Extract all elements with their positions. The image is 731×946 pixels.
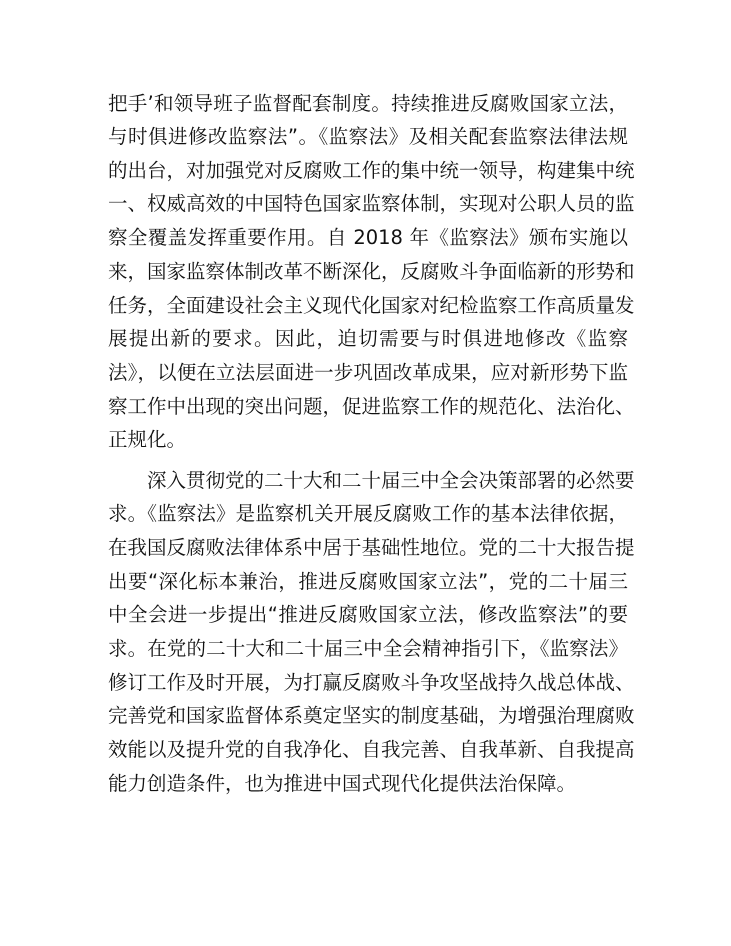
text-line: 任务，全面建设社会主义现代化国家对纪检监察工作高质量发 [108, 294, 635, 317]
text-line: 一、权威高效的中国特色国家监察体制，实现对公职人员的监 [108, 192, 635, 215]
text-line: 察工作中出现的突出问题，促进监察工作的规范化、法治化、 [108, 395, 635, 418]
text-line: 中全会进一步提出“推进反腐败国家立法，修改监察法”的要 [108, 603, 628, 626]
text-line-last: 正规化。 [108, 428, 187, 451]
text-line: 出要“深化标本兼治，推进反腐败国家立法”，党的二十届三 [108, 570, 628, 593]
text-line: 展提出新的要求。因此，迫切需要与时俱进地修改《监察 [108, 327, 628, 350]
text-line: 完善党和国家监督体系奠定坚实的制度基础，为增强治理腐败 [108, 704, 635, 727]
text-line: 来，国家监察体制改革不断深化，反腐败斗争面临新的形势和 [108, 260, 635, 283]
text-line: 在我国反腐败法律体系中居于基础性地位。党的二十大报告提 [108, 536, 635, 559]
text-line: 与时俱进修改监察法”。《监察法》及相关配套监察法律法规 [108, 125, 628, 148]
text-line: 把手’和领导班子监督配套制度。持续推进反腐败国家立法， [108, 92, 628, 115]
text-line: 求。在党的二十大和二十届三中全会精神指引下，《监察法》 [108, 637, 628, 660]
text-line: 求。《监察法》是监察机关开展反腐败工作的基本法律依据， [108, 502, 628, 525]
text-line: 的出台，对加强党对反腐败工作的集中统一领导，构建集中统 [108, 159, 635, 182]
text-line-first: 深入贯彻党的二十大和二十届三中全会决策部署的必然要 [147, 469, 635, 492]
text-line: 法》，以便在立法层面进一步巩固改革成果，应对新形势下监 [108, 361, 628, 384]
text-line: 效能以及提升党的自我净化、自我完善、自我革新、自我提高 [108, 738, 635, 761]
text-line-last: 能力创造条件，也为推进中国式现代化提供法治保障。 [108, 772, 577, 795]
text-line: 修订工作及时开展，为打赢反腐败斗争攻坚战持久战总体战、 [108, 671, 635, 694]
text-line: 察全覆盖发挥重要作用。自 2018 年《监察法》颁布实施以 [108, 226, 628, 249]
